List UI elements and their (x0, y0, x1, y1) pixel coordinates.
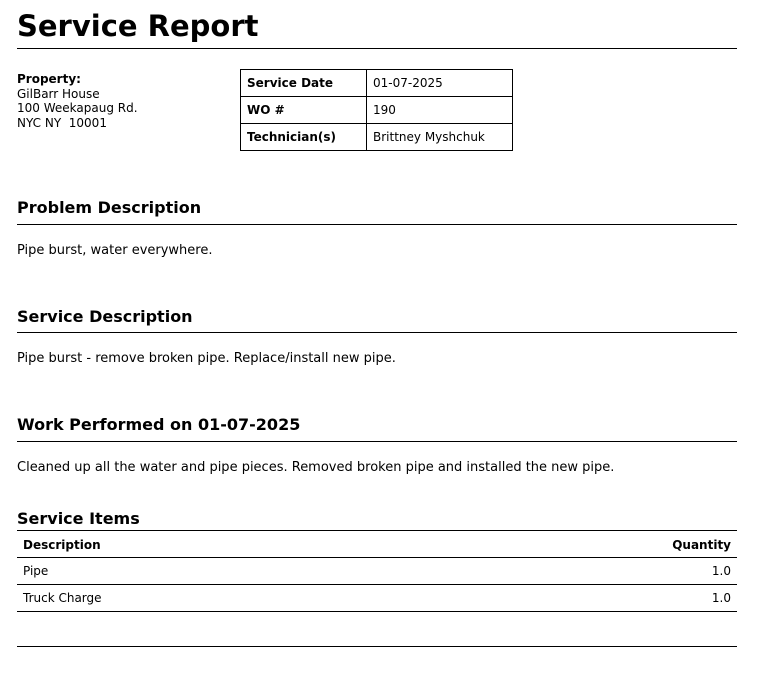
footer-divider (17, 646, 737, 647)
service-description-heading: Service Description (17, 307, 193, 326)
info-row-wo-number (241, 97, 513, 124)
work-order-info-table (240, 69, 513, 151)
table-row (17, 558, 737, 585)
work-performed-text: Cleaned up all the water and pipe pieces. Removed broken pipe and installed the new pipe. (17, 460, 615, 475)
service-items-top-rule (17, 530, 737, 531)
property-name: GilBarr House (17, 86, 100, 101)
problem-description-heading: Problem Description (17, 198, 202, 217)
work-divider (17, 441, 737, 442)
technician-value: Brittney Myshchuk (367, 124, 513, 151)
property-block (17, 72, 138, 130)
table-header-row (17, 533, 737, 558)
work-performed-heading: Work Performed on 01-07-2025 (17, 415, 301, 434)
service-items-heading: Service Items (17, 509, 140, 528)
column-header-description: Description (23, 538, 101, 552)
item-quantity: 1.0 (711, 591, 731, 605)
technician-label: Technician(s) (241, 124, 367, 151)
service-divider (17, 332, 737, 333)
item-description: Truck Charge (23, 591, 102, 605)
property-address-line1: 100 Weekapaug Rd. (17, 101, 138, 115)
service-date-label: Service Date (241, 70, 367, 97)
info-row-technician (241, 124, 513, 151)
service-date-value: 01-07-2025 (367, 70, 513, 97)
column-header-quantity: Quantity (672, 538, 731, 552)
problem-divider (17, 224, 737, 225)
item-description: Pipe (23, 564, 49, 578)
item-quantity: 1.0 (711, 564, 731, 578)
service-items-table (17, 533, 737, 612)
info-row-service-date (241, 70, 513, 97)
property-address-line2: NYC NY 10001 (17, 115, 107, 130)
problem-description-text: Pipe burst, water everywhere. (17, 243, 213, 258)
report-title: Service Report (17, 9, 259, 43)
title-divider (17, 48, 737, 49)
wo-number-label: WO # (241, 97, 367, 124)
service-description-text: Pipe burst - remove broken pipe. Replace/install new pipe. (17, 351, 396, 366)
wo-number-value: 190 (367, 97, 513, 124)
property-label: Property: (17, 72, 81, 86)
table-row (17, 585, 737, 612)
